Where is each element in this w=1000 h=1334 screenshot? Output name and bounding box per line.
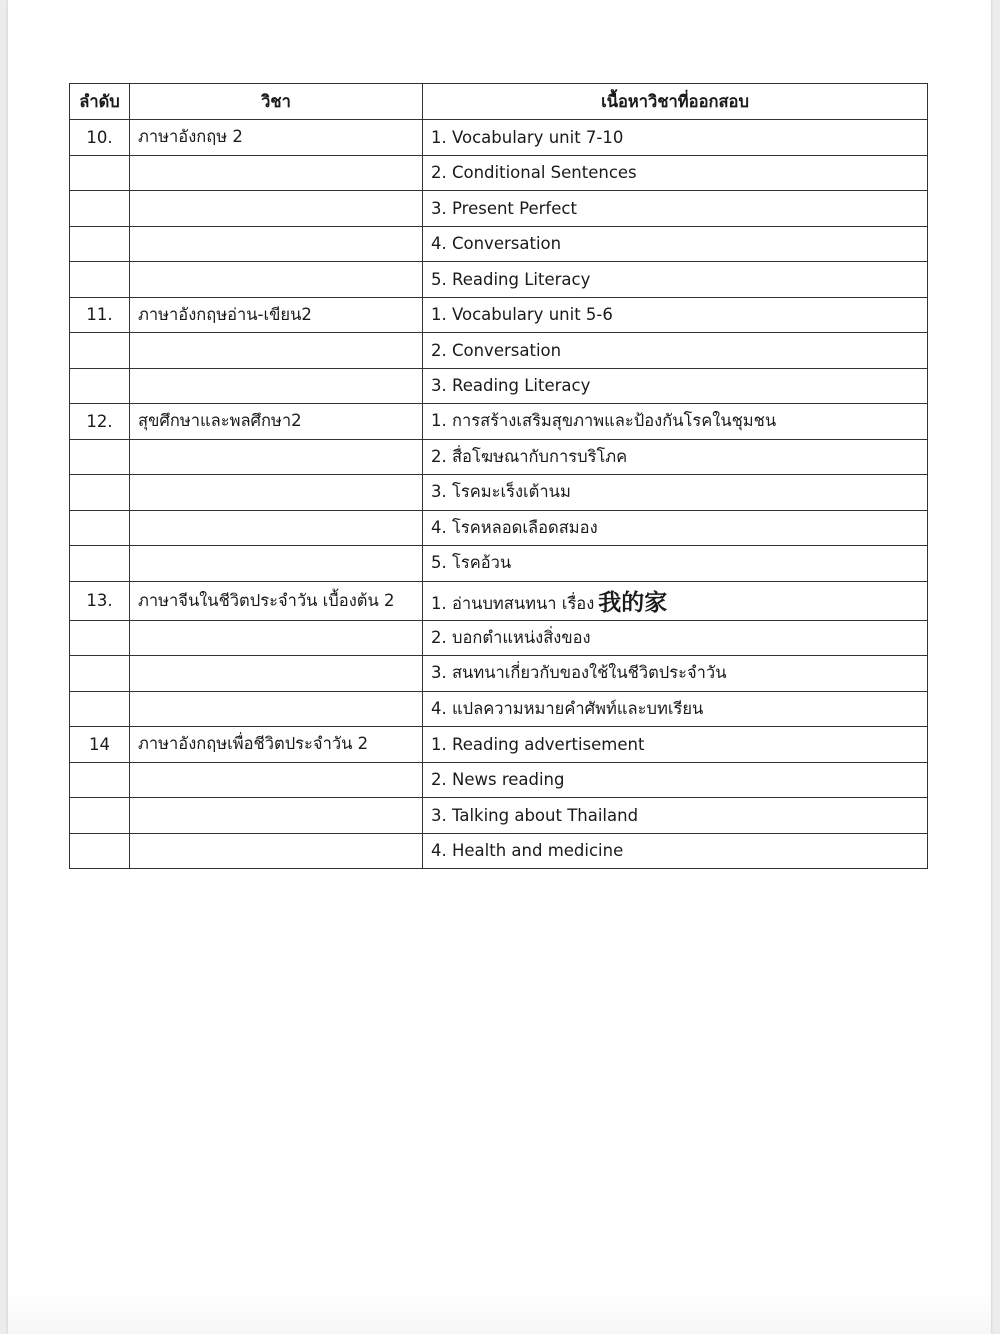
table-row (70, 368, 928, 404)
row-order-cell (70, 620, 130, 656)
row-order-cell (70, 475, 130, 511)
row-content-cell: 2. News reading (423, 762, 928, 798)
row-subject-cell: ภาษาอังกฤษอ่าน-เขียน2 (130, 297, 423, 333)
row-content-cell: 1. การสร้างเสริมสุขภาพและป้องกันโรคในชุมชน (423, 404, 928, 440)
row-order-cell (70, 656, 130, 692)
row-content-cell: 2. บอกตำแหน่งสิ่งของ (423, 620, 928, 656)
row-order-cell (70, 833, 130, 869)
table-header-row (70, 84, 928, 120)
row-content-cell: 3. Present Perfect (423, 191, 928, 227)
row-content-cell: 3. สนทนาเกี่ยวกับของใช้ในชีวิตประจำวัน (423, 656, 928, 692)
row-order-cell (70, 762, 130, 798)
row-order-cell (70, 155, 130, 191)
row-subject-cell (130, 191, 423, 227)
header-subject: วิชา (130, 84, 423, 120)
table-row (70, 546, 928, 582)
table-row (70, 762, 928, 798)
row-content-cell: 4. แปลความหมายคำศัพท์และบทเรียน (423, 691, 928, 727)
row-content-cell: 5. โรคอ้วน (423, 546, 928, 582)
table-row (70, 439, 928, 475)
row-content-cell: 3. Talking about Thailand (423, 798, 928, 834)
table-row (70, 475, 928, 511)
row-subject-cell (130, 656, 423, 692)
row-order-cell (70, 333, 130, 369)
table-row (70, 833, 928, 869)
row-order-cell: 11. (70, 297, 130, 333)
row-content-cell: 3. โรคมะเร็งเต้านม (423, 475, 928, 511)
row-content-cell: 2. สื่อโฆษณากับการบริโภค (423, 439, 928, 475)
document-page (8, 0, 991, 1334)
row-content-cell: 4. Conversation (423, 226, 928, 262)
table-row (70, 510, 928, 546)
row-order-cell (70, 262, 130, 298)
row-content-cell: 4. Health and medicine (423, 833, 928, 869)
row-subject-cell (130, 620, 423, 656)
exam-content-table (69, 83, 928, 869)
row-subject-cell (130, 798, 423, 834)
row-subject-cell (130, 155, 423, 191)
row-subject-cell (130, 368, 423, 404)
table-row (70, 727, 928, 763)
row-content-cell: 4. โรคหลอดเลือดสมอง (423, 510, 928, 546)
row-order-cell (70, 191, 130, 227)
table-row (70, 581, 928, 620)
row-subject-cell (130, 762, 423, 798)
row-subject-cell: ภาษาอังกฤษ 2 (130, 120, 423, 156)
table-row (70, 798, 928, 834)
row-order-cell (70, 510, 130, 546)
table-row (70, 656, 928, 692)
header-exam-content: เนื้อหาวิชาที่ออกสอบ (423, 84, 928, 120)
row-order-cell (70, 226, 130, 262)
page-bottom-edge (8, 1294, 991, 1334)
table-row (70, 620, 928, 656)
row-order-cell: 10. (70, 120, 130, 156)
row-subject-cell (130, 546, 423, 582)
row-content-cell: 2. Conditional Sentences (423, 155, 928, 191)
row-order-cell (70, 546, 130, 582)
row-content-cell: 5. Reading Literacy (423, 262, 928, 298)
row-subject-cell (130, 833, 423, 869)
row-content-cell (423, 581, 928, 620)
row-subject-cell (130, 475, 423, 511)
table-row (70, 691, 928, 727)
table-row (70, 404, 928, 440)
table-row (70, 297, 928, 333)
row-content-cell: 1. Reading advertisement (423, 727, 928, 763)
table-row (70, 226, 928, 262)
row-order-cell (70, 798, 130, 834)
row-content-chinese-text: 我的家 (598, 590, 668, 616)
row-content-cell: 1. Vocabulary unit 5-6 (423, 297, 928, 333)
row-order-cell: 13. (70, 581, 130, 620)
row-subject-cell (130, 439, 423, 475)
row-content-cell: 3. Reading Literacy (423, 368, 928, 404)
row-subject-cell: ภาษาจีนในชีวิตประจำวัน เบื้องต้น 2 (130, 581, 423, 620)
table-row (70, 262, 928, 298)
row-subject-cell (130, 226, 423, 262)
table-row (70, 333, 928, 369)
table-row (70, 120, 928, 156)
row-order-cell (70, 368, 130, 404)
table-row (70, 191, 928, 227)
row-subject-cell (130, 262, 423, 298)
row-content-text: 1. อ่านบทสนทนา เรื่อง (431, 594, 595, 613)
row-order-cell: 14 (70, 727, 130, 763)
row-subject-cell (130, 333, 423, 369)
row-order-cell: 12. (70, 404, 130, 440)
row-content-cell: 1. Vocabulary unit 7-10 (423, 120, 928, 156)
row-order-cell (70, 439, 130, 475)
table-row (70, 155, 928, 191)
row-order-cell (70, 691, 130, 727)
row-subject-cell (130, 510, 423, 546)
row-content-cell: 2. Conversation (423, 333, 928, 369)
header-order: ลำดับ (70, 84, 130, 120)
row-subject-cell: ภาษาอังกฤษเพื่อชีวิตประจำวัน 2 (130, 727, 423, 763)
row-subject-cell: สุขศึกษาและพลศึกษา2 (130, 404, 423, 440)
row-subject-cell (130, 691, 423, 727)
